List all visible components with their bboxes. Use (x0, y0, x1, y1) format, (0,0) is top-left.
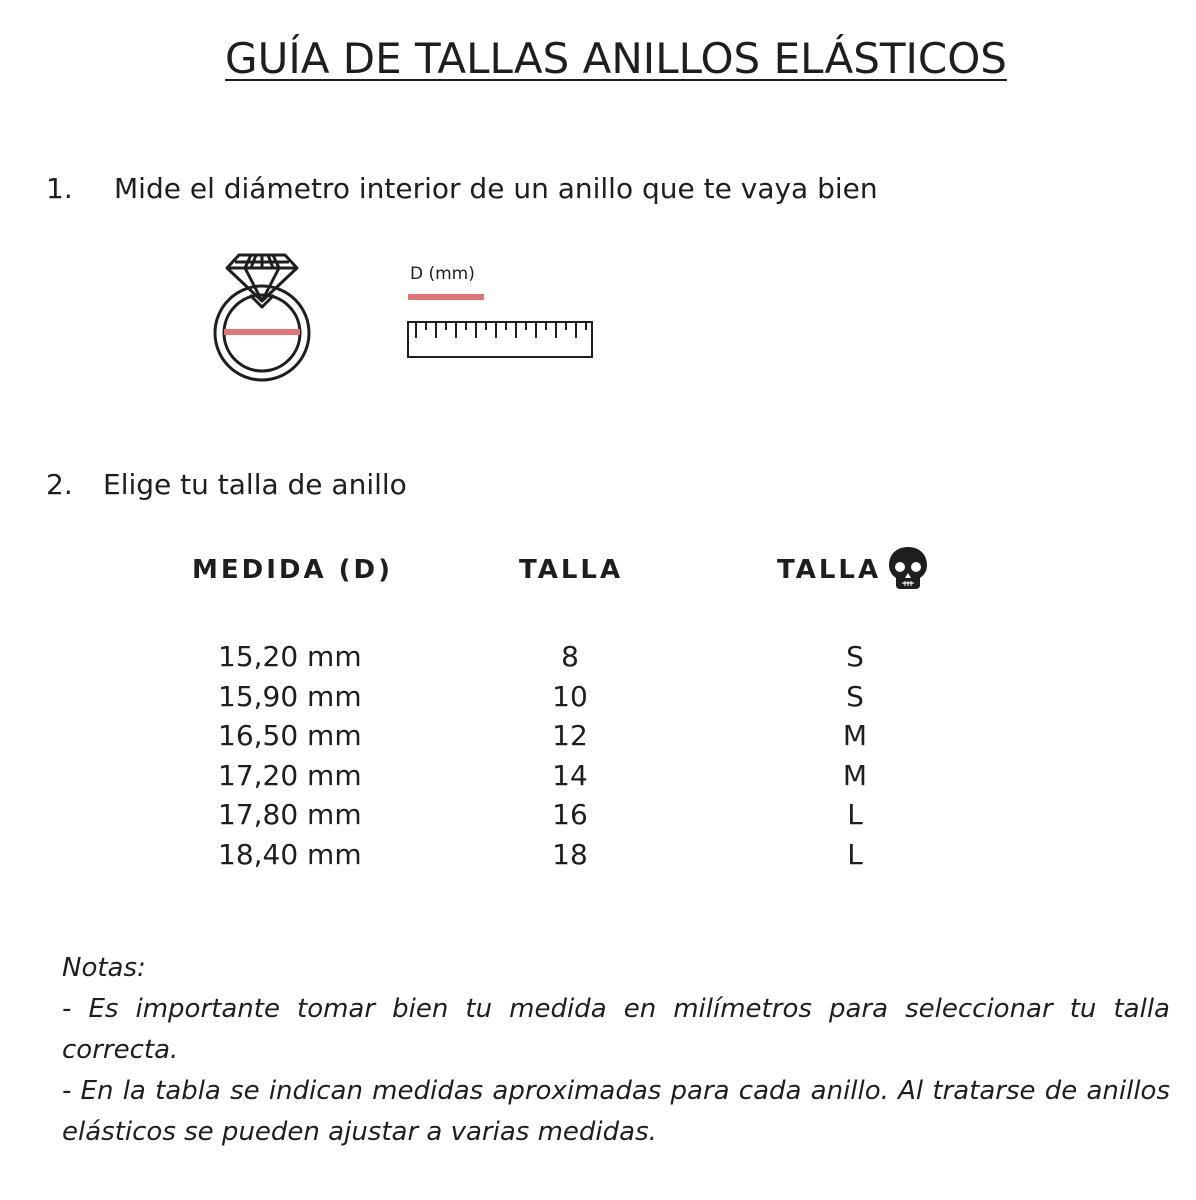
size-table (0, 640, 1196, 878)
step-number: 1. (46, 172, 73, 205)
table-row (0, 798, 1196, 838)
header-medida: MEDIDA (D) (192, 555, 393, 585)
table-row (0, 640, 1196, 680)
size-cell: 18 (552, 837, 588, 871)
notes-section (62, 948, 1170, 1153)
size-cell: 16 (552, 798, 588, 832)
measure-cell: 18,40 mm (218, 837, 362, 871)
header-talla-brand: TALLA (777, 555, 882, 585)
measure-cell: 16,50 mm (218, 719, 362, 753)
measure-cell: 15,90 mm (218, 679, 362, 713)
letter-size-cell: M (842, 758, 868, 792)
diamond-ring-icon (205, 245, 320, 385)
ruler-label: D (mm) (410, 264, 475, 284)
step-text: Elige tu talla de anillo (103, 468, 407, 501)
page-title: GUÍA DE TALLAS ANILLOS ELÁSTICOS (225, 34, 1007, 83)
letter-size-cell: L (847, 837, 863, 871)
note-item: - Es importante tomar bien tu medida en milímetros para seleccionar tu talla correcta. (62, 994, 1170, 1065)
letter-size-cell: S (846, 640, 864, 673)
step-text: Mide el diámetro interior de un anillo que te vaya bien (114, 172, 878, 205)
letter-size-cell: M (842, 719, 868, 753)
measure-cell: 17,20 mm (218, 758, 362, 792)
table-row (0, 759, 1196, 799)
header-talla: TALLA (519, 555, 624, 585)
skull-icon (886, 545, 930, 591)
table-row (0, 719, 1196, 759)
step-number: 2. (46, 468, 73, 501)
letter-size-cell: L (847, 798, 863, 832)
notes-heading: Notas: (62, 953, 146, 983)
size-cell: 8 (561, 640, 579, 673)
measure-cell: 15,20 mm (218, 640, 362, 673)
diameter-marker (408, 294, 484, 300)
size-cell: 10 (552, 679, 588, 713)
measure-cell: 17,80 mm (218, 798, 362, 832)
note-item: - En la tabla se indican medidas aproximadas para cada anillo. Al tratarse de anillos elásticos se pueden ajustar a varias medidas. (62, 1076, 1170, 1147)
table-row (0, 838, 1196, 878)
size-cell: 12 (552, 719, 588, 753)
ruler-icon (400, 258, 600, 363)
ruler-illustration (400, 258, 600, 367)
size-cell: 14 (552, 758, 588, 792)
table-row (0, 680, 1196, 720)
letter-size-cell: S (846, 679, 864, 713)
